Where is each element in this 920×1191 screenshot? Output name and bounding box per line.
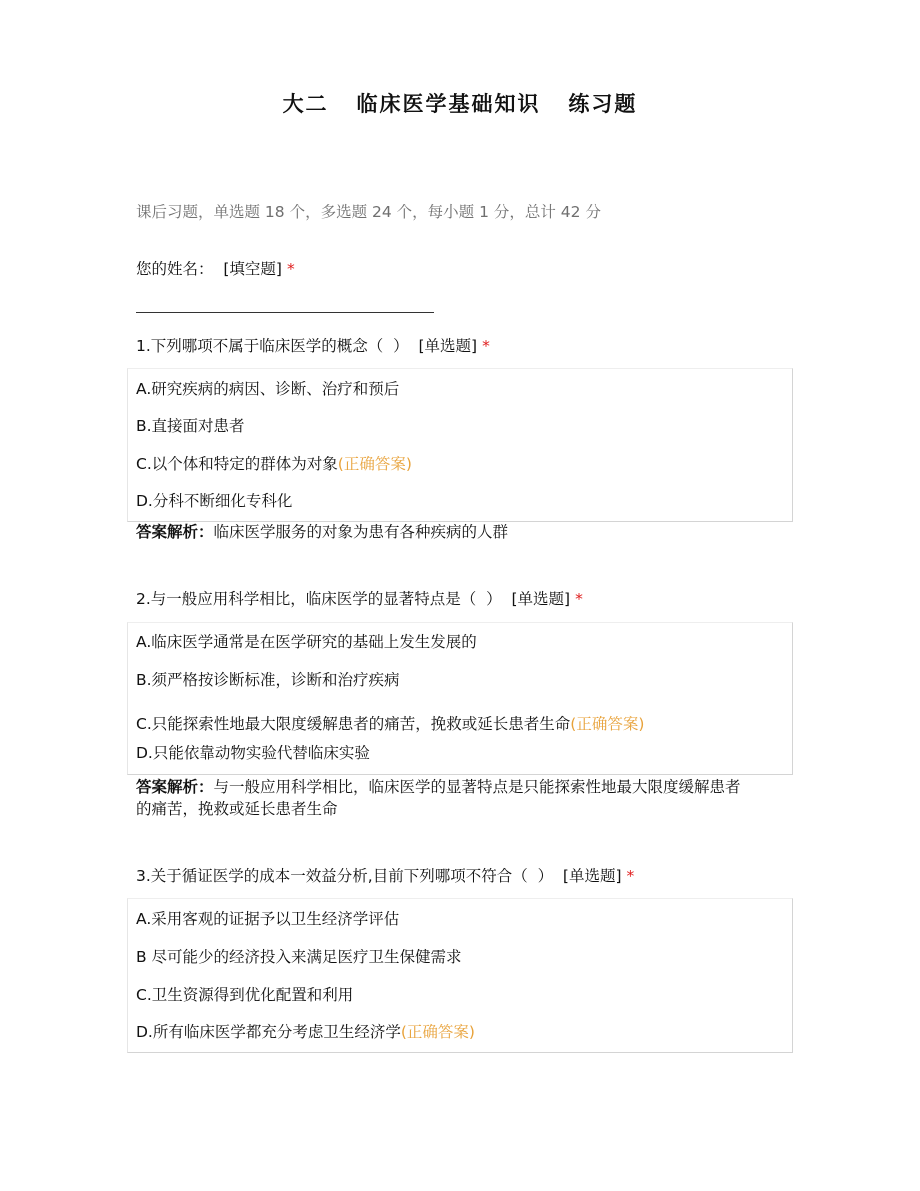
question-1-option-b[interactable] — [136, 414, 245, 436]
question-3-stem — [136, 864, 634, 886]
question-1-option-d[interactable] — [136, 489, 292, 511]
question-2-analysis — [136, 776, 756, 820]
option-text: B 尽可能少的经济投入来满足医疗卫生保健需求 — [136, 948, 462, 966]
intro-text: 课后习题，单选题 18 个，多选题 24 个，每小题 1 分，总计 42 分 — [136, 203, 601, 221]
question-1-options — [127, 368, 793, 522]
question-3-option-c[interactable] — [136, 983, 353, 1005]
question-3-option-a[interactable] — [136, 907, 399, 929]
question-2-option-d[interactable] — [136, 741, 370, 763]
question-3-option-d[interactable] — [136, 1020, 475, 1042]
option-text: B.须严格按诊断标准，诊断和治疗疾病 — [136, 671, 400, 689]
option-text: A.研究疾病的病因、诊断、治疗和预后 — [136, 380, 400, 398]
question-1-analysis — [136, 521, 756, 543]
question-3-stem-text: 3.关于循证医学的成本一效益分析,目前下列哪项不符合（ ） [单选题] — [136, 867, 622, 885]
correct-answer-mark: (正确答案) — [400, 1023, 475, 1041]
question-2-option-a[interactable] — [136, 630, 477, 652]
required-mark: * — [626, 867, 635, 885]
required-mark: * — [286, 260, 295, 278]
option-text: C.只能探索性地最大限度缓解患者的痛苦，挽救或延长患者生命 — [136, 715, 571, 733]
correct-answer-mark: (正确答案) — [570, 715, 645, 733]
analysis-label: 答案解析： — [136, 523, 214, 541]
option-text: A.采用客观的证据予以卫生经济学评估 — [136, 910, 400, 928]
question-3-options — [127, 898, 793, 1053]
option-text: D.所有临床医学都充分考虑卫生经济学 — [136, 1023, 401, 1041]
page-title: 大二 临床医学基础知识 练习题 — [282, 92, 638, 116]
question-1-stem — [136, 334, 490, 356]
question-2-stem-text: 2.与一般应用科学相比，临床医学的显著特点是（ ） [单选题] — [136, 590, 571, 608]
question-2-options — [127, 622, 793, 775]
question-3-option-b[interactable] — [136, 945, 462, 967]
option-text: A.临床医学通常是在医学研究的基础上发生发展的 — [136, 633, 477, 651]
question-2-option-c[interactable] — [136, 712, 644, 734]
required-mark: * — [575, 590, 583, 608]
correct-answer-mark: (正确答案) — [337, 455, 412, 473]
name-answer-blank[interactable] — [136, 312, 434, 313]
question-2-stem — [136, 587, 583, 609]
option-text: C.以个体和特定的群体为对象 — [136, 455, 338, 473]
required-mark: * — [482, 337, 490, 355]
question-1-stem-text: 1.下列哪项不属于临床医学的概念（ ） [单选题] — [136, 337, 478, 355]
question-1-option-c[interactable] — [136, 452, 412, 474]
analysis-label: 答案解析： — [136, 778, 214, 796]
question-1-option-a[interactable] — [136, 377, 399, 399]
question-2-option-b[interactable] — [136, 668, 400, 690]
option-text: B.直接面对患者 — [136, 417, 245, 435]
option-text: D.只能依靠动物实验代替临床实验 — [136, 744, 370, 762]
name-question — [136, 257, 295, 279]
name-question-label: 您的姓名： [填空题] — [136, 260, 282, 278]
analysis-text: 临床医学服务的对象为患有各种疾病的人群 — [213, 523, 509, 541]
option-text: D.分科不断细化专科化 — [136, 492, 293, 510]
analysis-text: 与一般应用科学相比，临床医学的显著特点是只能探索性地最大限度缓解患者的痛苦，挽救或延长患者生命 — [136, 778, 741, 818]
option-text: C.卫生资源得到优化配置和利用 — [136, 986, 354, 1004]
